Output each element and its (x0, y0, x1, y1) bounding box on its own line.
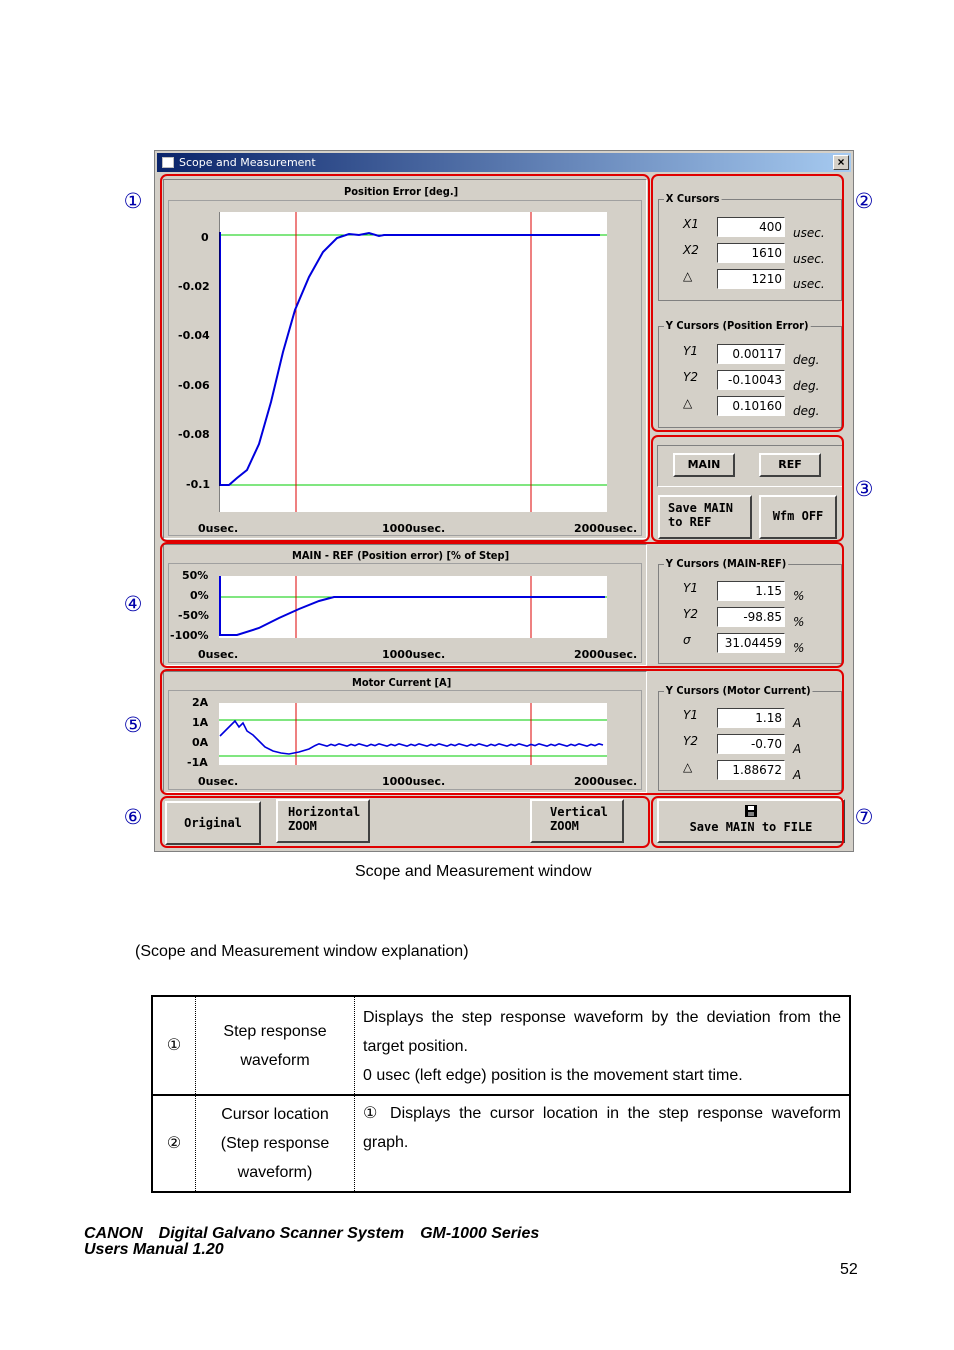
original-button[interactable]: Original (165, 801, 261, 845)
pos-xtick: 1000usec. (382, 522, 446, 535)
mc-y2-label: Y2 (683, 734, 698, 748)
row-name-line: Cursor location (221, 1106, 329, 1123)
mc-y2-unit: A (793, 742, 802, 756)
row-name (196, 996, 355, 1095)
mr-sigma-label: σ (683, 633, 691, 647)
row-desc-line: ① Displays the cursor location in the step response waveform (363, 1105, 841, 1122)
ydelta-label: △ (683, 396, 693, 410)
table-row (152, 1095, 850, 1192)
highlight-box-4 (160, 542, 844, 668)
x2-unit: usec. (793, 252, 825, 266)
mc-ytick: 1A (192, 716, 209, 729)
marker-7: ⑦ (854, 805, 874, 829)
row-number: ① (152, 996, 196, 1095)
pos-xtick: 0usec. (198, 522, 239, 535)
y2-label: Y2 (683, 370, 698, 384)
pos-ytick: -0.06 (178, 379, 210, 392)
mr-ytick: -100% (170, 629, 209, 642)
pos-xtick: 2000usec. (574, 522, 638, 535)
save-main-to-ref-line2: to REF (668, 515, 712, 529)
y1-field[interactable]: 0.00117 (717, 344, 785, 364)
y-cursors-current-label: Y Cursors (Motor Current) (665, 684, 811, 697)
ydelta-unit: deg. (793, 404, 820, 418)
row-desc-line: 0 usec (left edge) position is the movement start time. (363, 1067, 743, 1084)
row-name-line: waveform) (237, 1164, 313, 1181)
mr-y2-field[interactable]: -98.85 (717, 607, 785, 627)
highlight-box-1 (160, 174, 650, 542)
mr-ytick: -50% (178, 609, 209, 622)
explanation-caption: (Scope and Measurement window explanation) (135, 943, 469, 960)
main-button[interactable]: MAIN (673, 453, 735, 477)
row-name-line: (Step response (220, 1135, 330, 1152)
window-title: Scope and Measurement (179, 156, 316, 169)
mc-delta-field[interactable]: 1.88672 (717, 760, 785, 780)
highlight-box-5 (160, 669, 844, 795)
highlight-box-6 (160, 796, 650, 848)
mr-y1-label: Y1 (683, 581, 698, 595)
row-desc-line: Displays the step response waveform by the deviation from the (363, 1009, 841, 1026)
mc-xtick: 1000usec. (382, 775, 446, 788)
mc-y1-field[interactable]: 1.18 (717, 708, 785, 728)
marker-2: ② (854, 189, 874, 213)
mr-y2-label: Y2 (683, 607, 698, 621)
motor-current-title: Motor Current [A] (352, 676, 452, 689)
page-number: 52 (840, 1261, 858, 1278)
window-icon (162, 157, 174, 168)
highlight-box-3 (651, 435, 844, 542)
xdelta-unit: usec. (793, 277, 825, 291)
mc-xtick: 2000usec. (574, 775, 638, 788)
y2-field[interactable]: -0.10043 (717, 370, 785, 390)
x-cursors-label: X Cursors (665, 192, 720, 205)
row-description (355, 996, 851, 1095)
position-error-title: Position Error [deg.] (344, 185, 459, 198)
mr-ytick: 50% (182, 569, 209, 582)
row-name-line: waveform (240, 1051, 310, 1069)
footer-manual: Users Manual 1.20 (84, 1241, 224, 1258)
marker-6: ⑥ (123, 805, 143, 829)
mc-delta-label: △ (683, 760, 693, 774)
mc-y1-label: Y1 (683, 708, 698, 722)
row-description (355, 1095, 851, 1192)
row-desc-line: graph. (363, 1134, 409, 1151)
mr-xtick: 0usec. (198, 648, 239, 661)
save-main-to-file-label: Save MAIN to FILE (689, 820, 813, 834)
marker-4: ④ (123, 592, 143, 616)
x1-field[interactable]: 400 (717, 217, 785, 237)
highlight-box-2 (651, 174, 844, 432)
marker-3: ③ (854, 477, 874, 501)
mr-y1-unit: % (793, 589, 805, 603)
marker-1: ① (123, 189, 143, 213)
row-desc-line: target position. (363, 1038, 468, 1055)
vertical-zoom-line2: ZOOM (550, 819, 579, 833)
horizontal-zoom-line2: ZOOM (288, 819, 317, 833)
title-bar (157, 153, 851, 172)
x2-field[interactable]: 1610 (717, 243, 785, 263)
x2-label: X2 (683, 243, 699, 257)
vertical-zoom-line1: Vertical (550, 805, 608, 819)
table-row (152, 996, 850, 1095)
mr-y2-unit: % (793, 615, 805, 629)
close-button[interactable]: × (833, 155, 849, 170)
mc-ytick: 0A (192, 736, 209, 749)
horizontal-zoom-line1: Horizontal (288, 805, 361, 819)
x1-unit: usec. (793, 226, 825, 240)
footer-title: CANON Digital Galvano Scanner System GM-1000 Series (84, 1225, 540, 1242)
mc-ytick: -1A (187, 756, 208, 769)
mc-y2-field[interactable]: -0.70 (717, 734, 785, 754)
pos-ytick: 0 (201, 231, 209, 244)
y1-unit: deg. (793, 353, 820, 367)
mr-sigma-unit: % (793, 641, 805, 655)
mc-xtick: 0usec. (198, 775, 239, 788)
mc-ytick: 2A (192, 696, 209, 709)
window-caption: Scope and Measurement window (355, 863, 592, 880)
x1-label: X1 (683, 217, 699, 231)
highlight-box-7 (651, 796, 844, 848)
y-cursors-mainref-label: Y Cursors (MAIN-REF) (665, 557, 787, 570)
y1-label: Y1 (683, 344, 698, 358)
row-name (196, 1095, 355, 1192)
explanation-table (151, 995, 851, 1193)
mr-sigma-field[interactable]: 31.04459 (717, 633, 785, 653)
xdelta-field[interactable]: 1210 (717, 269, 785, 289)
mr-ytick: 0% (190, 589, 209, 602)
mr-y1-field[interactable]: 1.15 (717, 581, 785, 601)
marker-5: ⑤ (123, 713, 143, 737)
y-cursors-position-label: Y Cursors (Position Error) (665, 319, 809, 332)
pos-ytick: -0.08 (178, 428, 210, 441)
ydelta-field[interactable]: 0.10160 (717, 396, 785, 416)
y2-unit: deg. (793, 379, 820, 393)
row-name-line: Step response (223, 1022, 327, 1040)
mc-y1-unit: A (793, 716, 802, 730)
row-number: ② (152, 1095, 196, 1192)
ref-button[interactable]: REF (759, 453, 821, 477)
xdelta-label: △ (683, 269, 693, 283)
pos-ytick: -0.1 (186, 478, 211, 491)
pos-ytick: -0.04 (178, 329, 210, 342)
save-main-to-ref-line1: Save MAIN (668, 501, 734, 515)
mr-xtick: 2000usec. (574, 648, 638, 661)
mr-xtick: 1000usec. (382, 648, 446, 661)
pos-ytick: -0.02 (178, 280, 210, 293)
wfm-off-button[interactable]: Wfm OFF (759, 495, 837, 539)
main-ref-title: MAIN - REF (Position error) [% of Step] (292, 549, 510, 562)
mc-delta-unit: A (793, 768, 802, 782)
